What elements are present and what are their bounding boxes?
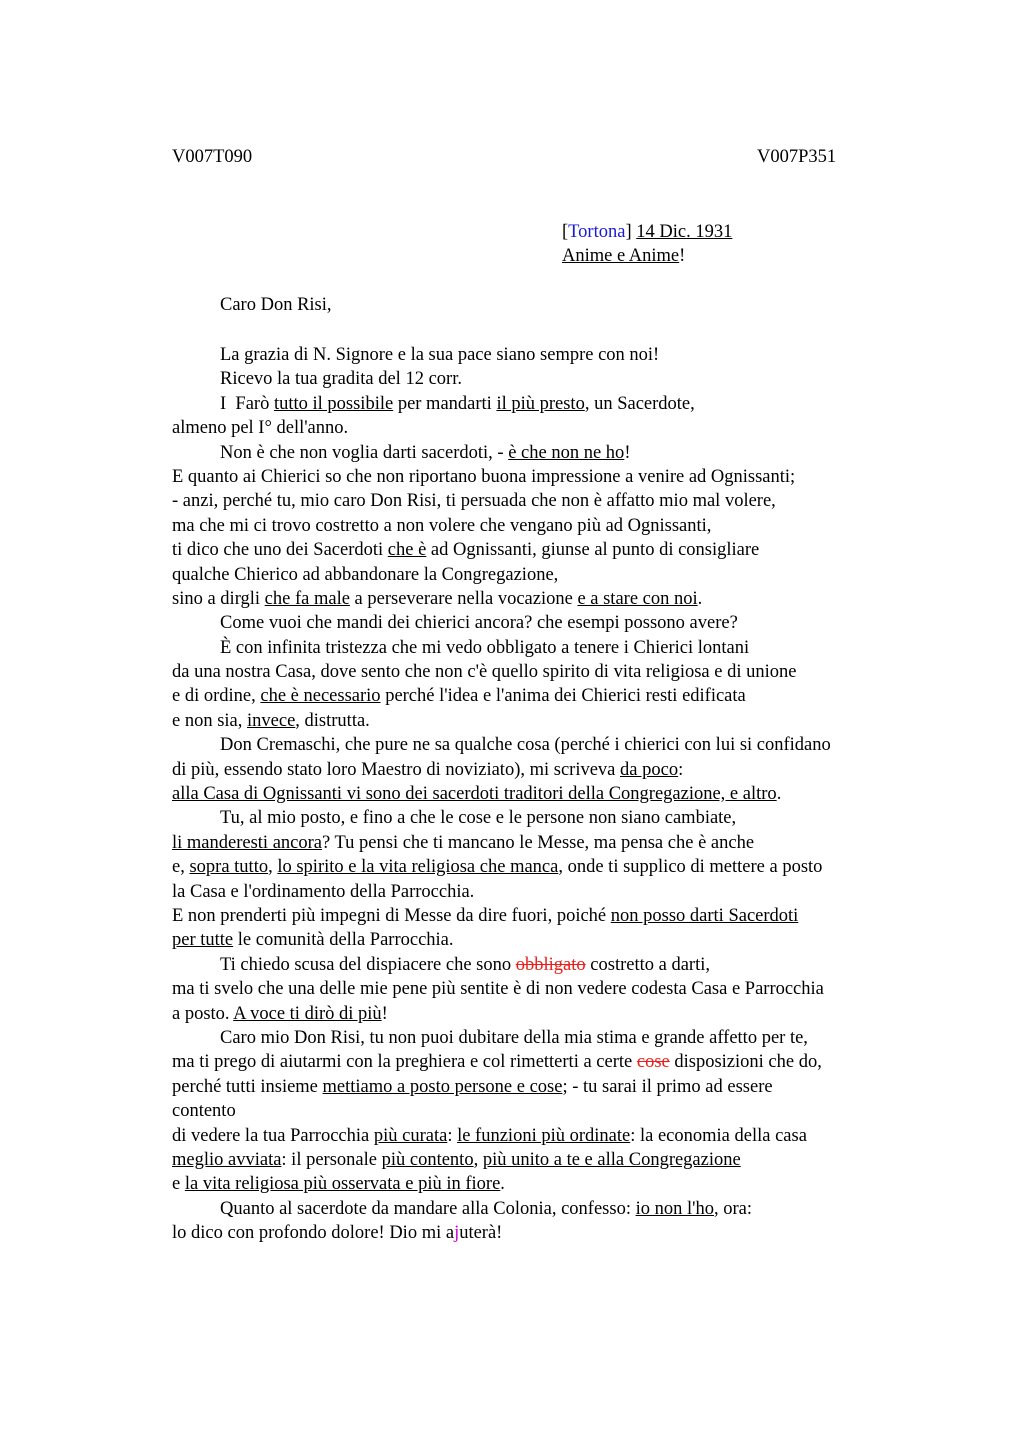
text-segment: È con infinita tristezza che mi vedo obbligato a tenere i Chierici lontani — [220, 637, 750, 658]
bracket-close: ] — [625, 222, 632, 242]
letter-line — [172, 1026, 932, 1050]
underlined-text: lo spirito e la vita religiosa che manca — [277, 857, 559, 878]
letter-line — [172, 1075, 932, 1099]
text-segment: da una nostra Casa, dove sento che non c'è quello spirito di vita religiosa e di unione — [172, 662, 797, 683]
document-code-right: V007P351 — [757, 147, 837, 167]
underlined-text: più contento — [381, 1149, 474, 1170]
underlined-text: e a stare con noi — [577, 588, 698, 609]
text-segment: . — [500, 1174, 505, 1195]
letter-line — [172, 1002, 932, 1026]
text-segment: costretto a darti, — [585, 954, 710, 975]
letter-line — [172, 806, 932, 830]
letter-line — [172, 1124, 932, 1148]
letter-line — [172, 1172, 932, 1196]
text-segment: ma ti svelo che una delle mie pene più sentite è di non vedere codesta Casa e Parrocchia — [172, 979, 824, 1000]
letter-line — [172, 953, 932, 977]
text-segment: di più, essendo stato loro Maestro di noviziato), mi scriveva — [172, 759, 621, 780]
underlined-text: che è necessario — [260, 686, 381, 707]
bracket-open: [ — [562, 222, 569, 242]
text-segment: almeno pel I° dell'anno. — [172, 418, 349, 439]
letter-line — [172, 709, 932, 733]
text-segment: : il personale — [281, 1149, 382, 1170]
text-segment: per mandarti — [393, 393, 497, 414]
document-code-left: V007T090 — [172, 147, 253, 167]
text-segment: - anzi, perché tu, mio caro Don Risi, ti persuada che non è affatto mio mal volere, — [172, 491, 776, 512]
letter-line — [172, 831, 932, 855]
text-segment: , ora: — [713, 1198, 752, 1219]
underlined-text: li manderesti ancora — [172, 832, 322, 853]
letter-line — [172, 416, 932, 440]
text-segment: . — [697, 588, 703, 609]
underlined-text: più unito a te e alla Congregazione — [482, 1149, 741, 1170]
text-segment: uterà! — [459, 1223, 503, 1244]
text-segment: : — [447, 1125, 458, 1146]
text-segment: , — [473, 1149, 483, 1170]
underlined-text: tutto il possibile — [273, 393, 394, 414]
underlined-text: non posso darti Sacerdoti — [610, 905, 799, 926]
text-segment: ti dico che uno dei Sacerdoti — [172, 540, 388, 561]
greeting: Caro Don Risi, — [220, 295, 332, 315]
text-segment: di vedere la tua Parrocchia — [172, 1125, 374, 1146]
text-segment: Quanto al sacerdote da mandare alla Colonia, confesso: — [220, 1198, 636, 1219]
text-segment: ma che mi ci trovo costretto a non volere che vengano più ad Ognissanti, — [172, 515, 712, 536]
underlined-text: alla Casa di Ognissanti vi sono dei sacerdoti traditori della Congregazione, e altro — [172, 784, 777, 805]
text-segment: Come vuoi che mandi dei chierici ancora? che esempi possono avere? — [220, 613, 738, 634]
text-segment: , — [268, 857, 278, 878]
text-segment: a posto. — [172, 1003, 234, 1024]
underlined-text: da poco — [620, 759, 679, 780]
text-segment: perché l'idea e l'anima dei Chierici resti edificata — [380, 686, 746, 707]
letter-line — [172, 489, 932, 513]
text-segment: Non è che non voglia darti sacerdoti, - — [220, 442, 509, 463]
underlined-text: la vita religiosa più osservata e più in fiore — [184, 1174, 501, 1195]
text-segment: a perseverare nella vocazione — [349, 588, 578, 609]
text-segment: ma ti prego di aiutarmi con la preghiera e col rimetterti a certe — [172, 1052, 637, 1073]
text-segment: Don Cremaschi, che pure ne sa qualche cosa (perché i chierici con lui si confidano — [220, 735, 831, 756]
dateline — [562, 222, 732, 243]
text-segment: E non prenderti più impegni di Messe da dire fuori, poiché — [172, 905, 611, 926]
letter-line — [172, 904, 932, 928]
text-segment: contento — [172, 1101, 236, 1122]
text-segment: , un Sacerdote, — [584, 393, 695, 414]
letter-date: 14 Dic. 1931 — [636, 222, 733, 242]
letter-line — [172, 587, 932, 611]
text-segment: ad Ognissanti, giunse al punto di consigliare — [426, 540, 760, 561]
text-segment: perché tutti insieme — [172, 1076, 323, 1097]
underlined-text: sopra tutto — [189, 857, 269, 878]
letter-line — [172, 977, 932, 1001]
text-segment: lo dico con profondo dolore! Dio mi a — [172, 1223, 455, 1244]
underlined-text: meglio avviata — [172, 1149, 282, 1170]
letter-body — [172, 343, 932, 1245]
text-segment: qualche Chierico ad abbandonare la Congregazione, — [172, 564, 559, 585]
text-segment: . — [776, 784, 782, 805]
text-segment: I Farò — [220, 393, 274, 414]
letter-line — [172, 563, 932, 587]
text-segment: disposizioni che do, — [669, 1052, 822, 1073]
underlined-text: le funzioni più ordinate — [457, 1125, 631, 1146]
text-segment: : la economia della casa — [630, 1125, 807, 1146]
letter-line — [172, 343, 932, 367]
letter-line — [172, 660, 932, 684]
text-segment: e — [172, 1174, 185, 1195]
motto-text: Anime e Anime — [562, 246, 680, 266]
text-segment: ? Tu pensi che ti mancano le Messe, ma pensa che è anche — [322, 832, 755, 853]
text-segment: ; - tu sarai il primo ad essere — [562, 1076, 773, 1097]
text-segment: le comunità della Parrocchia. — [233, 930, 454, 951]
letter-line — [172, 392, 932, 416]
text-segment: : — [678, 759, 684, 780]
motto-punct: ! — [679, 246, 686, 266]
underlined-text: il più presto — [496, 393, 585, 414]
underlined-text: per tutte — [172, 930, 234, 951]
letter-line — [172, 367, 932, 391]
underlined-text: più curata — [373, 1125, 448, 1146]
text-segment: sino a dirgli — [172, 588, 265, 609]
letter-line — [172, 758, 932, 782]
letter-line — [172, 928, 932, 952]
letter-line — [172, 611, 932, 635]
letter-line — [172, 465, 932, 489]
letter-line — [172, 733, 932, 757]
text-segment: , distrutta. — [295, 710, 370, 731]
struck-text: cose — [636, 1052, 670, 1073]
underlined-text: che è — [387, 540, 427, 561]
underlined-text: che fa male — [264, 588, 350, 609]
place-name: Tortona — [568, 222, 626, 242]
text-segment: Caro mio Don Risi, tu non puoi dubitare della mia stima e grande affetto per te, — [220, 1027, 808, 1048]
underlined-text: A voce ti dirò di più — [233, 1003, 382, 1024]
text-segment: , onde ti supplico di mettere a posto — [558, 857, 823, 878]
text-segment: e, — [172, 857, 190, 878]
letter-line — [172, 1099, 932, 1123]
letter-line — [172, 782, 932, 806]
letter-line — [172, 441, 932, 465]
letter-line — [172, 538, 932, 562]
motto — [562, 246, 685, 267]
underlined-text: è che non ne ho — [508, 442, 625, 463]
letter-line — [172, 1050, 932, 1074]
text-segment: ! — [381, 1003, 388, 1024]
underlined-text: invece — [247, 710, 296, 731]
underlined-text: io non l'ho — [635, 1198, 714, 1219]
struck-text: obbligato — [515, 954, 586, 975]
letter-line — [172, 1221, 932, 1245]
letter-line — [172, 855, 932, 879]
text-segment: E quanto ai Chierici so che non riportano buona impressione a venire ad Ognissanti; — [172, 466, 796, 487]
letter-line — [172, 880, 932, 904]
text-segment: La grazia di N. Signore e la sua pace siano sempre con noi! — [220, 345, 660, 365]
letter-line — [172, 636, 932, 660]
text-segment: Tu, al mio posto, e fino a che le cose e le persone non siano cambiate, — [220, 808, 737, 829]
text-segment: la Casa e l'ordinamento della Parrocchia. — [172, 881, 475, 902]
letter-line — [172, 684, 932, 708]
text-segment: e non sia, — [172, 710, 248, 731]
letter-line — [172, 1148, 932, 1172]
text-segment: Ti chiedo scusa del dispiacere che sono — [220, 954, 516, 975]
text-segment: ! — [624, 442, 631, 463]
letter-line — [172, 1197, 932, 1221]
highlighted-letter: j — [454, 1223, 460, 1244]
text-segment: e di ordine, — [172, 686, 261, 707]
text-segment: Ricevo la tua gradita del 12 corr. — [220, 369, 462, 390]
underlined-text: mettiamo a posto persone e cose — [322, 1076, 563, 1097]
letter-line — [172, 514, 932, 538]
